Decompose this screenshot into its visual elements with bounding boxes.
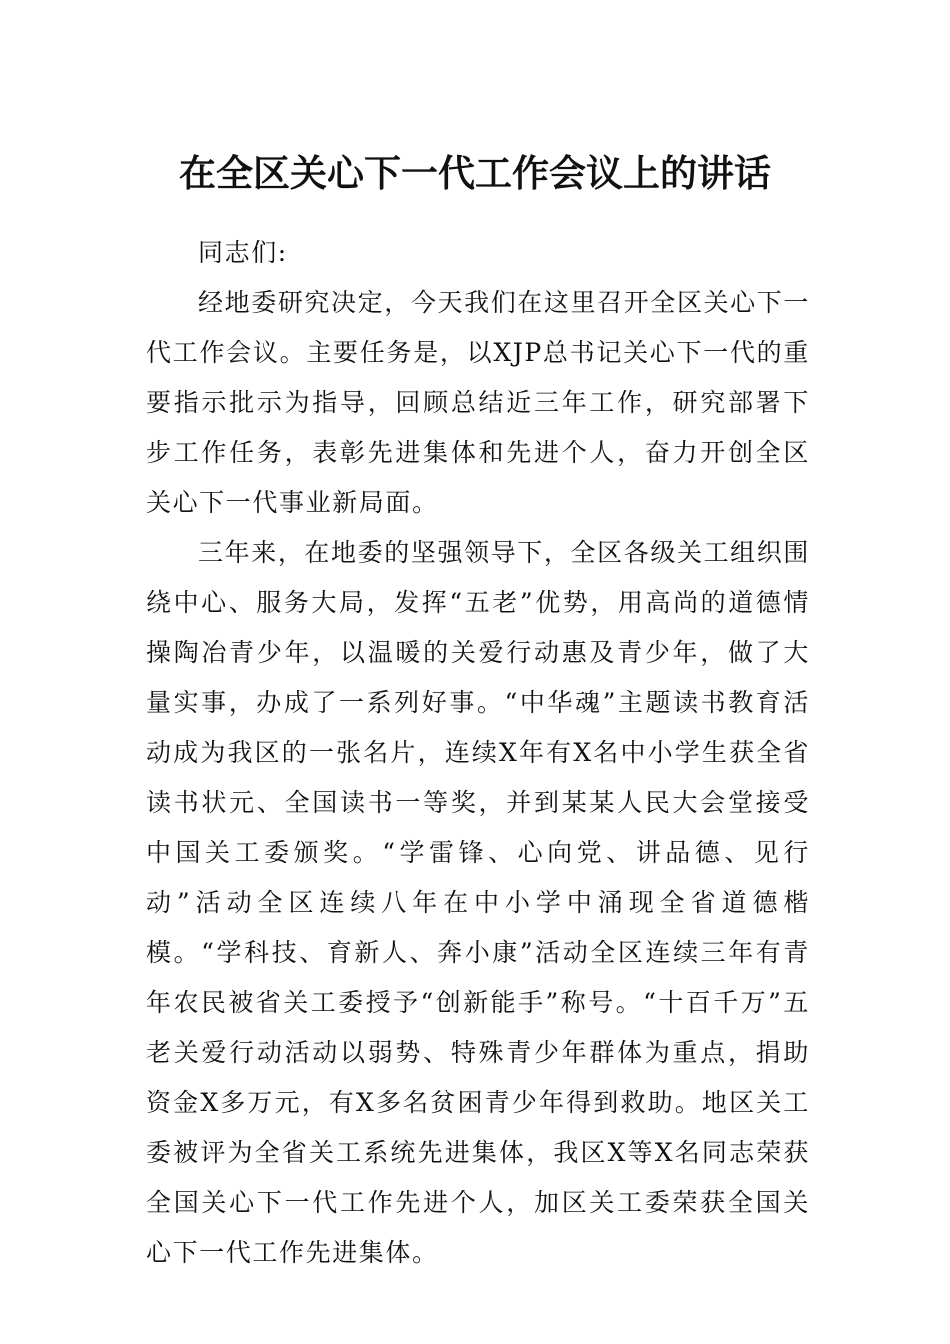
paragraph-intro: 经地委研究决定，今天我们在这里召开全区关心下一代工作会议。主要任务是，以XJP总书记关心下一代的重要指示批示为指导，回顾总结近三年工作，研究部署下步工作任务，表彰先进集体和先进个人，奋力开创全区关心下一代事业新局面。 — [146, 288, 810, 517]
paragraph-achievements: 三年来，在地委的坚强领导下，全区各级关工组织围绕中心、服务大局，发挥“五老”优势，用高尚的道德情操陶冶青少年，以温暖的关爱行动惠及青少年，做了大量实事，办成了一系列好事。“中华魂”主题读书教育活动成为我区的一张名片，连续X年有X名中小学生获全省读书状元、全国读书一等奖，并到某某人民大会堂接受中国关工委颁奖。“学雷锋、心向党、讲品德、见行动”活动全区连续八年在中小学中涌现全省道德楷模。“学科技、育新人、奔小康”活动全区连续三年有青年农民被省关工委授予“创新能手”称号。“十百千万”五老关爱行动活动以弱势、特殊青少年群体为重点，捐助资金X多万元，有X多名贫困青少年得到救助。地区关工委被评为全省关工系统先进集体，我区X等X名同志荣获全国关心下一代工作先进个人，加区关工委荣获全国关心下一代工作先进集体。 — [146, 538, 810, 1267]
document-title: 在全区关心下一代工作会议上的讲话 — [179, 152, 771, 195]
document-body — [146, 228, 810, 1278]
salutation: 同志们: — [198, 238, 288, 267]
